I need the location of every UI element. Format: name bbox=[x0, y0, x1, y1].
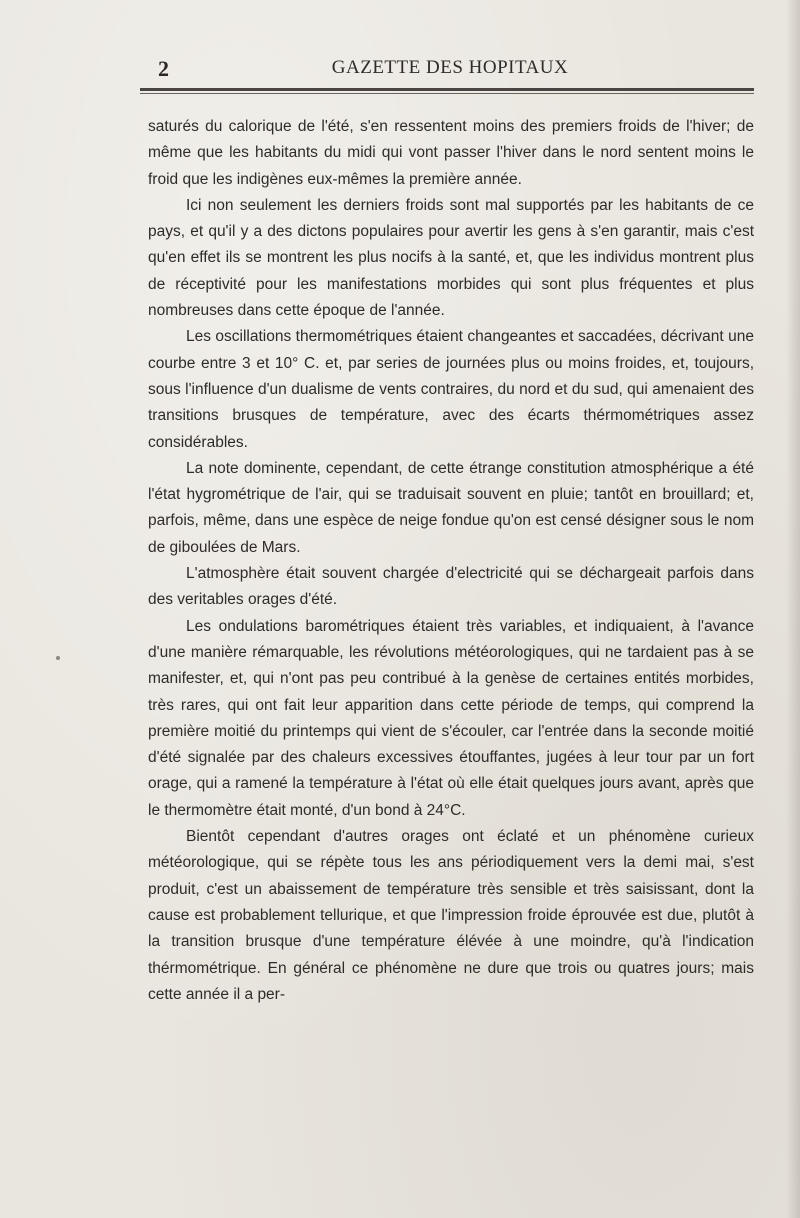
header-rule-thin bbox=[140, 93, 754, 94]
header-rule-thick bbox=[140, 88, 754, 91]
paragraph: Les ondulations barométriques étaient très variables, et indiquaient, à l'avance d'une manière rémarquable, les révolutions météorologiques, qui ne tardaient pas à se manifester, et, qui n'ont pas peu contribué à la genèse de certaines entités morbides, très rares, qui ont fait leur apparition dans cette période de temps, qui comprend la première moitié du printemps qui vient de s'écouler, car l'entrée dans la seconde moitié d'été signalée par des chaleurs excessives étouffantes, jugées à leur tour par un fort orage, qui a ramené la température à l'état où elle était quelques jours avant, après que le thermomètre était monté, d'un bond à 24°C. bbox=[148, 617, 754, 819]
paragraph: Les oscillations thermométriques étaient changeantes et saccadées, décrivant une courbe entre 3 et 10° C. et, par series de journées plus ou moins froides, et, toujours, sous l'influence d'un dualisme de vents contraires, du nord et du sud, qui amenaient des transitions brusques de température, avec des écarts thérmométriques assez considérables. bbox=[148, 328, 754, 451]
paragraph: Ici non seulement les derniers froids sont mal supportés par les habitants de ce pays, et qu'il y a des dictons populaires pour avertir les gens à s'en garantir, mais c'est qu'en effet ils se montrent les plus nocifs à la santé, et, que les individus montrent plus de réceptivité pour les manifestations morbides qui sont plus fréquentes et plus nombreuses dans cette époque de l'année. bbox=[148, 196, 754, 320]
page-header bbox=[148, 54, 752, 84]
paragraph: Bientôt cependant d'autres orages ont éclaté et un phénomène curieux météorologique, qui se répète tous les ans périodiquement vers la demi mai, s'est produit, c'est un abaissement de température très sensible et très saisissant, dont la cause est probablement tellurique, et que l'impression froide éprouvée est due, plutôt à la transition brusque d'une température élévée à une moindre, qu'à l'indication thérmométrique. En général ce phénomène ne dure que trois ou quatres jours; mais cette année il a per- bbox=[148, 828, 754, 1003]
article-body bbox=[148, 114, 754, 1008]
page-edge-shadow bbox=[786, 0, 800, 1218]
page-number: 2 bbox=[158, 56, 169, 81]
running-title: GAZETTE DES HOPITAUX bbox=[331, 57, 569, 78]
paragraph: La note dominente, cependant, de cette étrange constitution atmosphérique a été l'état hygrométrique de l'air, qui se traduisait souvent en pluie; tantôt en brouillard; et, parfois, même, dans une espèce de neige fondue qu'on est censé désigner sous le nom de giboulées de Mars. bbox=[148, 459, 754, 556]
margin-mark bbox=[56, 656, 60, 660]
paragraph: L'atmosphère était souvent chargée d'electricité qui se déchargeait parfois dans des veritables orages d'été. bbox=[148, 565, 754, 609]
paragraph: saturés du calorique de l'été, s'en ressentent moins des premiers froids de l'hiver; de même que les habitants du midi qui vont passer l'hiver dans le nord sentent moins le froid que les indigènes eux-mêmes la première année. bbox=[148, 118, 754, 188]
